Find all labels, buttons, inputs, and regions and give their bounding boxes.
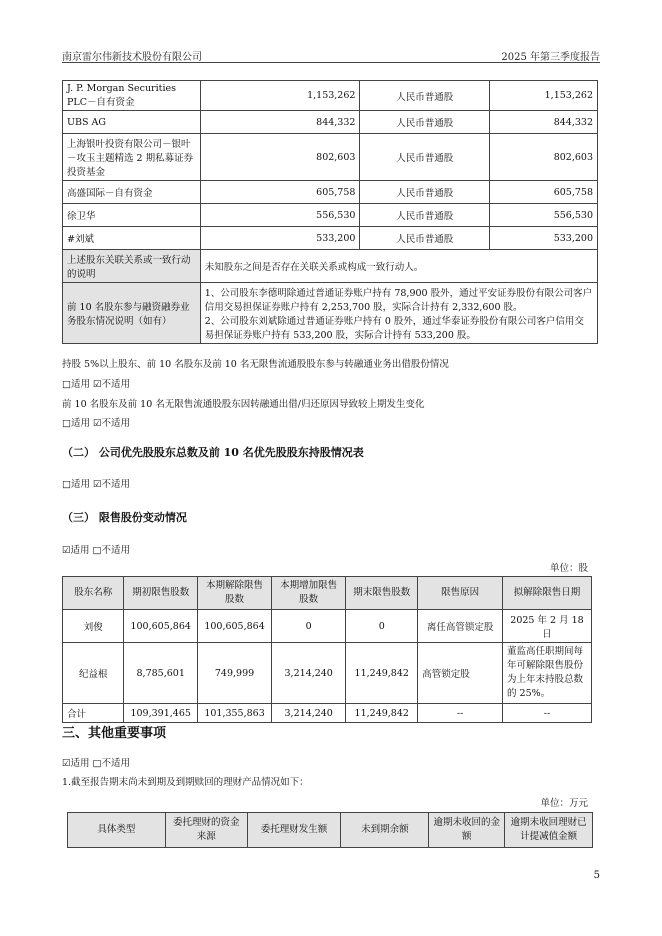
unit-label: 单位：万元 <box>540 798 588 809</box>
table-cell: 2025 年 2 月 18 日 <box>503 610 592 643</box>
share-count: 1,153,262 <box>490 81 598 111</box>
table-cell: 11,249,842 <box>346 704 418 723</box>
column-header: 委托理财发生额 <box>247 813 341 848</box>
margin-text-1: 1、公司股东李德明除通过普通证券账户持有 78,900 股外，通过平安证券股份有限公司客户信用交易担保证券账户持有 2,253,700 股，实际合计持有 2,332,600 股。 <box>204 288 593 313</box>
applicable-check: ☑适用 □不适用 <box>62 758 131 769</box>
column-header: 拟解除限售日期 <box>503 577 592 610</box>
table-row <box>63 283 598 344</box>
page-number: 5 <box>593 870 600 881</box>
shareholder-shares: 802,603 <box>200 134 360 181</box>
column-header: 期末限售股数 <box>346 577 418 610</box>
table-cell: 109,391,465 <box>124 704 198 723</box>
shareholder-name: 高盛国际－自有资金 <box>63 181 201 204</box>
table-cell: 100,605,864 <box>124 610 198 643</box>
share-count: 533,200 <box>490 227 598 250</box>
table-row <box>63 134 598 181</box>
table-cell: -- <box>503 704 592 723</box>
table-cell: -- <box>418 704 503 723</box>
share-count: 844,332 <box>490 111 598 134</box>
wealth-management-table <box>67 812 593 848</box>
table-row <box>63 704 592 723</box>
shareholder-name: #刘斌 <box>63 227 201 250</box>
table-row <box>63 81 598 111</box>
relation-label: 上述股东关联关系或一致行动的说明 <box>63 250 201 283</box>
table-row <box>63 610 592 643</box>
share-count: 605,758 <box>490 181 598 204</box>
table-row <box>63 111 598 134</box>
share-type: 人民币普通股 <box>360 134 490 181</box>
restricted-shares-table <box>62 576 592 723</box>
shareholder-shares: 556,530 <box>200 204 360 227</box>
para-wealth: 1.截至报告期末尚未到期及到期赎回的理财产品情况如下： <box>62 777 309 788</box>
shareholder-name: 徐卫华 <box>63 204 201 227</box>
section-title-other: 三、其他重要事项 <box>62 726 167 741</box>
column-header: 逾期未收回理财已计提减值金额 <box>505 813 593 848</box>
shareholder-shares: 605,758 <box>200 181 360 204</box>
column-header: 本期解除限售股数 <box>197 577 271 610</box>
applicable-check: □适用 ☑不适用 <box>62 418 131 429</box>
column-header: 股东名称 <box>63 577 124 610</box>
shareholder-name: 上海银叶投资有限公司－银叶－攻玉主题精选 2 期私募证券投资基金 <box>63 134 201 181</box>
table-cell: 刘俊 <box>63 610 124 643</box>
share-type: 人民币普通股 <box>360 111 490 134</box>
para-change: 前 10 名股东及前 10 名无限售流通股股东因转融通出借/归还原因导致较上期发生变化 <box>62 399 425 410</box>
shareholder-shares: 844,332 <box>200 111 360 134</box>
table-cell: 3,214,240 <box>272 704 346 723</box>
applicable-check: □适用 ☑不适用 <box>62 379 131 390</box>
section-title-preferred: （二） 公司优先股股东总数及前 10 名优先股股东持股情况表 <box>62 446 364 459</box>
table-header-row <box>63 577 592 610</box>
table-row <box>63 204 598 227</box>
applicable-check: ☑适用 □不适用 <box>62 545 131 556</box>
header-company: 南京雷尔伟新技术股份有限公司 <box>62 52 202 63</box>
column-header: 未到期余额 <box>341 813 429 848</box>
header-report: 2025 年第三季度报告 <box>501 52 600 63</box>
unit-label: 单位：股 <box>549 563 588 574</box>
table-row <box>63 227 598 250</box>
table-cell: 离任高管锁定股 <box>418 610 503 643</box>
margin-text-2: 2、公司股东刘斌除通过普通证券账户持有 0 股外，通过华泰证券股份有限公司客户信用交易担保证券账户持有 533,200 股，实际合计持有 533,200 股。 <box>204 316 584 341</box>
table-cell: 0 <box>272 610 346 643</box>
shareholder-name: UBS AG <box>63 111 201 134</box>
table-cell: 8,785,601 <box>124 643 198 704</box>
shareholders-table <box>62 80 598 344</box>
margin-label: 前 10 名股东参与融资融券业务股东情况说明（如有） <box>63 283 201 344</box>
relation-text: 未知股东之间是否存在关联关系或构成一致行动人。 <box>200 250 597 283</box>
share-type: 人民币普通股 <box>360 81 490 111</box>
shareholder-shares: 533,200 <box>200 227 360 250</box>
table-header-row <box>68 813 593 848</box>
table-cell: 0 <box>346 610 418 643</box>
table-cell: 董监高任职期间每年可解除限售股份为上年末持股总数的 25%。 <box>503 643 592 704</box>
para-lending: 持股 5%以上股东、前 10 名股东及前 10 名无限售流通股股东参与转融通业务出借股份情况 <box>62 359 449 370</box>
header-divider <box>62 62 600 63</box>
column-header: 具体类型 <box>68 813 166 848</box>
table-cell: 3,214,240 <box>272 643 346 704</box>
share-type: 人民币普通股 <box>360 204 490 227</box>
column-header: 本期增加限售股数 <box>272 577 346 610</box>
column-header: 逾期未收回的金额 <box>429 813 505 848</box>
table-cell: 11,249,842 <box>346 643 418 704</box>
section-title-restricted: （三） 限售股份变动情况 <box>62 511 187 524</box>
table-cell: 749,999 <box>197 643 271 704</box>
applicable-check: □适用 ☑不适用 <box>62 479 131 490</box>
column-header: 委托理财的资金来源 <box>165 813 247 848</box>
table-cell: 纪益根 <box>63 643 124 704</box>
share-type: 人民币普通股 <box>360 227 490 250</box>
share-count: 556,530 <box>490 204 598 227</box>
table-cell: 100,605,864 <box>197 610 271 643</box>
column-header: 期初限售股数 <box>124 577 198 610</box>
margin-text <box>200 283 597 344</box>
shareholder-name: J. P. Morgan Securities PLC－自有资金 <box>63 81 201 111</box>
shareholder-shares: 1,153,262 <box>200 81 360 111</box>
column-header: 限售原因 <box>418 577 503 610</box>
share-count: 802,603 <box>490 134 598 181</box>
table-row <box>63 181 598 204</box>
share-type: 人民币普通股 <box>360 181 490 204</box>
table-row <box>63 643 592 704</box>
table-cell: 高管锁定股 <box>418 643 503 704</box>
table-row <box>63 250 598 283</box>
table-cell: 合计 <box>63 704 124 723</box>
table-cell: 101,355,863 <box>197 704 271 723</box>
